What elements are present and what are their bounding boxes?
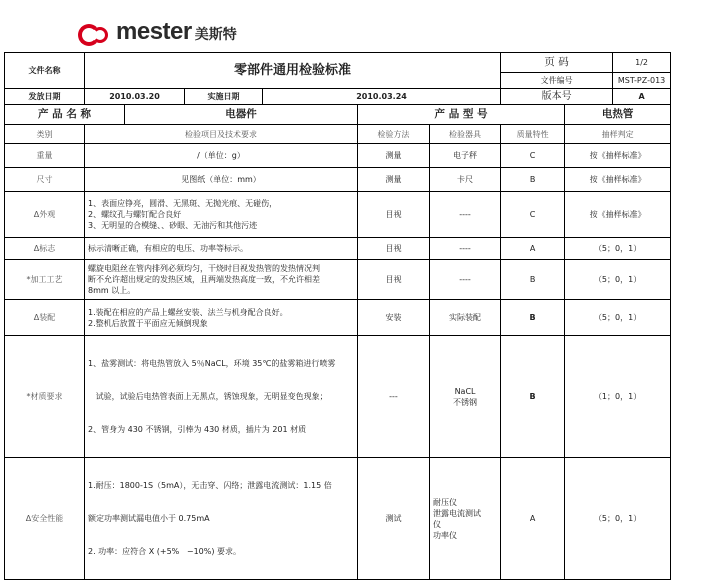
row-requirement-line: 标示清晰正确，有相应的电压、功率等标示。 <box>88 244 248 253</box>
row-tool-line: 耐压仪 <box>433 497 457 507</box>
issue-date-label: 发放日期 <box>5 89 85 105</box>
row-sampling: （1；0，1） <box>565 336 671 458</box>
table-row <box>5 168 671 192</box>
table-row <box>5 458 671 580</box>
table-row <box>5 192 671 238</box>
row-sampling: 按《抽样标准》 <box>565 144 671 168</box>
company-logo <box>76 20 237 44</box>
row-sampling: （5；0，1） <box>565 238 671 260</box>
row-requirement-line: 3、无明显的合模缝、、砂眼、无油污和其他污迹 <box>88 221 258 230</box>
row-tool: 实际装配 <box>430 300 501 336</box>
row-category: 尺寸 <box>5 168 85 192</box>
row-requirement-line: 8mm 以上。 <box>88 286 136 295</box>
table-row <box>5 144 671 168</box>
col-header-requirements: 检验项目及技术要求 <box>85 125 358 144</box>
doc-no-label: 文件编号 <box>501 73 613 89</box>
row-requirement-line: 2. 功率：应符合 X (+5% −10%) 要求。 <box>88 547 242 556</box>
row-requirement-line: 1、盐雾测试：将电热管放入 5％NaCL，环境 35℃的盐雾箱进行喷雾 <box>88 359 336 368</box>
col-header-method: 检验方法 <box>358 125 430 144</box>
row-method: --- <box>358 336 430 458</box>
effective-date-value: 2010.03.24 <box>263 89 501 105</box>
row-requirement-line: 断不允许超出规定的发热区域，且两端发热高度一致，不允许相差 <box>88 275 320 284</box>
row-tool-line: 功率仪 <box>433 530 457 540</box>
row-method: 测量 <box>358 168 430 192</box>
row-quality: B <box>501 260 565 300</box>
table-row <box>5 260 671 300</box>
issue-date-value: 2010.03.20 <box>85 89 185 105</box>
version-value: A <box>613 89 671 105</box>
row-sampling: 按《抽样标准》 <box>565 192 671 238</box>
page-label: 页 码 <box>501 53 613 73</box>
row-sampling: （5；0，1） <box>565 458 671 580</box>
row-sampling: （5；0，1） <box>565 300 671 336</box>
row-category: Δ外观 <box>5 192 85 238</box>
row-requirement-line: 试验，试验后电热管表面上无黑点，锈蚀现象，无明显变色现象； <box>88 392 328 401</box>
row-tool-line: 泄露电流测试 <box>433 508 481 518</box>
row-requirement-line: 2、管身为 430 不锈钢，引棒为 430 材质，插片为 201 材质 <box>88 425 307 434</box>
row-method: 测量 <box>358 144 430 168</box>
doc-no-value: MST-PZ-013 <box>613 73 671 89</box>
row-method: 安装 <box>358 300 430 336</box>
row-category: *材质要求 <box>5 336 85 458</box>
logo-brand-cn: 美斯特 <box>194 27 237 43</box>
row-tool-line: 不锈钢 <box>453 397 478 407</box>
row-quality: B <box>501 168 565 192</box>
product-model-label: 产 品 型 号 <box>358 105 565 125</box>
row-requirement-line: 额定功率测试漏电值小于 0.75mA <box>88 514 210 523</box>
row-tool-line: 仪 <box>433 519 441 529</box>
row-quality: C <box>501 192 565 238</box>
row-method: 目视 <box>358 192 430 238</box>
row-requirement-line: 见图纸（单位：mm） <box>181 175 261 184</box>
row-category: Δ安全性能 <box>5 458 85 580</box>
product-model-value: 电热管 <box>565 105 671 125</box>
col-header-sampling: 抽样判定 <box>565 125 671 144</box>
row-category: Δ装配 <box>5 300 85 336</box>
row-quality: B <box>501 336 565 458</box>
row-sampling: （5；0，1） <box>565 260 671 300</box>
doc-name-label: 文件名称 <box>5 53 85 89</box>
col-header-quality: 质量特性 <box>501 125 565 144</box>
col-header-tool: 检验器具 <box>430 125 501 144</box>
logo-brand: mester <box>116 18 192 45</box>
row-sampling: 按《抽样标准》 <box>565 168 671 192</box>
row-requirement-line: 2.整机后放置于平面应无倾倒现象 <box>88 318 208 328</box>
row-tool-line: NaCL <box>454 386 476 396</box>
row-quality: A <box>501 238 565 260</box>
row-tool: ---- <box>430 238 501 260</box>
row-category: 重量 <box>5 144 85 168</box>
row-quality: A <box>501 458 565 580</box>
table-row <box>5 336 671 458</box>
logo-mark-icon <box>76 21 110 43</box>
table-row <box>5 238 671 260</box>
row-tool: ---- <box>430 192 501 238</box>
table-row <box>5 300 671 336</box>
effective-date-label: 实施日期 <box>185 89 263 105</box>
row-method: 目视 <box>358 238 430 260</box>
row-requirement-line: 1、表面应铮亮，圆滑、无黑斑、无抛光痕、无碰伤， <box>88 199 278 208</box>
row-method: 测试 <box>358 458 430 580</box>
row-requirement-line: 1.装配在相应的产品上螺丝安装、法兰与机身配合良好。 <box>88 307 288 317</box>
row-category: *加工工艺 <box>5 260 85 300</box>
row-category: Δ标志 <box>5 238 85 260</box>
row-tool: ---- <box>430 260 501 300</box>
row-tool: 电子秤 <box>430 144 501 168</box>
row-method: 目视 <box>358 260 430 300</box>
doc-title: 零部件通用检验标准 <box>85 53 501 89</box>
product-name-value: 电器件 <box>125 105 358 125</box>
version-label: 版本号 <box>501 89 613 105</box>
row-requirement-line: 1.耐压：1800-1S（5mA），无击穿、闪络；泄露电流测试：1.15 倍 <box>88 481 332 490</box>
product-name-label: 产 品 名 称 <box>5 105 125 125</box>
row-tool: 卡尺 <box>430 168 501 192</box>
page-value: 1/2 <box>613 53 671 73</box>
col-header-category: 类别 <box>5 125 85 144</box>
row-quality: B <box>501 300 565 336</box>
row-quality: C <box>501 144 565 168</box>
row-requirement-line: /（单位：g） <box>197 151 245 160</box>
inspection-table <box>4 52 671 580</box>
row-requirement-line: 2、螺纹孔与螺钉配合良好 <box>88 210 182 219</box>
row-requirement-line: 螺旋电阻丝在管内排列必须均匀，干烧时目视发热管的发热情况判 <box>88 264 320 273</box>
